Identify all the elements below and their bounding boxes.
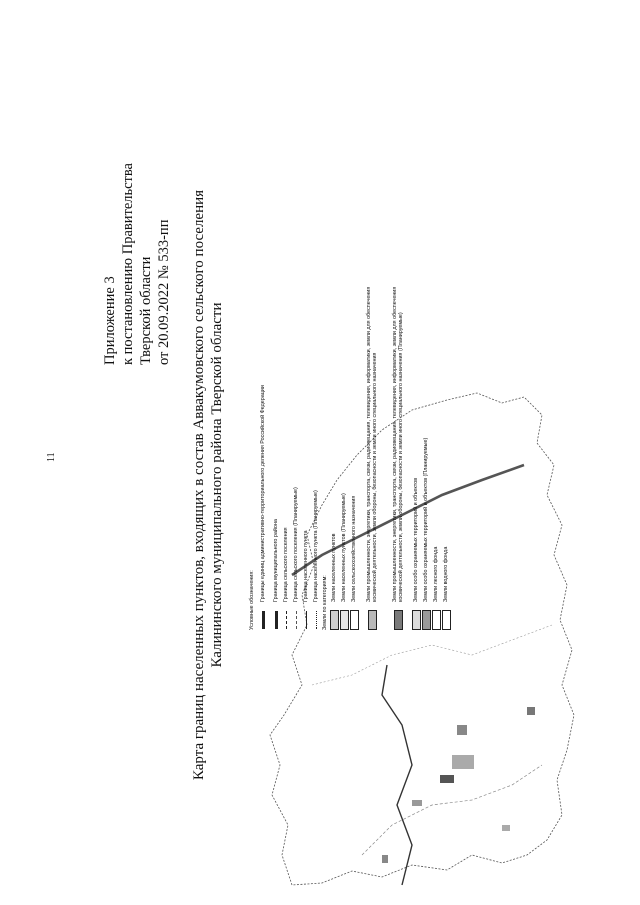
legend-fill-swatch (330, 610, 339, 630)
legend-item (291, 262, 301, 630)
settlement-patch (412, 800, 422, 806)
legend-item-label: Граница сельского поселения (282, 527, 289, 602)
legend-category (339, 262, 349, 630)
legend-fill-swatch (350, 610, 359, 630)
appendix-line: Тверской области (138, 256, 154, 365)
legend-fill-swatch (412, 610, 421, 630)
legend-item-label: Граница населенного пункта (302, 530, 309, 602)
legend-fill-swatch (394, 610, 403, 630)
legend-line-symbol (292, 610, 300, 630)
legend-lines (256, 262, 321, 630)
legend-fill-swatch (432, 610, 441, 630)
settlement-patch (527, 707, 535, 715)
legend-categories (329, 262, 451, 630)
legend-heading: Условные обозначения: (248, 570, 255, 630)
settlement-patch (502, 825, 510, 831)
legend-category (359, 262, 385, 630)
legend-category (421, 262, 431, 630)
legend-categories-heading: Земли по категориям: (321, 575, 328, 630)
legend-fill-swatch (422, 610, 431, 630)
legend-fill-swatch (368, 610, 377, 630)
appendix-line: к постановлению Правительства (120, 163, 136, 365)
legend-item (281, 262, 291, 630)
legend-category (411, 262, 421, 630)
legend-line-symbol (282, 610, 290, 630)
legend-category-label: Земли населенных пунктов (Планируемые) (340, 493, 347, 602)
settlement-patch (440, 775, 454, 783)
legend-item (301, 262, 311, 630)
legend-item-label: Граница муниципального района (272, 519, 279, 602)
title-line: Карта границ населенных пунктов, входящих в состав Аввакумовского сельского поселения (191, 189, 207, 781)
legend-category (329, 262, 339, 630)
legend-item (256, 262, 271, 630)
legend-line-symbol (272, 610, 280, 630)
page-number: 11 (46, 452, 57, 462)
legend-fill-swatch (340, 610, 349, 630)
legend-item (271, 262, 281, 630)
legend-line-symbol (312, 610, 320, 630)
legend-category-label: Земли промышленности, энергетики, транспорта, связи, радиовещания, телевидения, информатики, земли для обеспечения космической деятельности, земли обороны, безопасности и земли иного специального назначения (365, 286, 378, 602)
legend-category (431, 262, 441, 630)
appendix-block (102, 163, 174, 365)
map-legend (248, 262, 451, 630)
legend-category-label: Земли промышленности, энергетики, транспорта, связи, радиовещания, телевидения, информатики, земли для обеспечения космической деятельности, земли обороны, безопасности и земли иного специального назначения (Планируемые) (391, 286, 404, 602)
appendix-line: Приложение 3 (102, 276, 118, 365)
legend-line-symbol (260, 610, 268, 630)
title-line: Калининского муниципального района Тверской области (209, 302, 225, 668)
legend-category-label: Земли сельскохозяйственного назначения (350, 495, 357, 602)
settlement-patch (382, 855, 388, 863)
road-line (312, 625, 552, 685)
document-title (190, 100, 226, 870)
legend-category-label: Земли водного фонда (442, 546, 449, 602)
legend-category-label: Земли населенных пунктов (330, 533, 337, 602)
legend-category (349, 262, 359, 630)
legend-category (385, 262, 411, 630)
legend-category-label: Земли особо охраняемых территорий и объектов (412, 477, 419, 602)
legend-item-label: Граница сельского поселения (Планируемые) (292, 487, 299, 602)
legend-line-symbol (302, 610, 310, 630)
settlement-patch (457, 725, 467, 735)
legend-category-label: Земли лесного фонда (432, 546, 439, 602)
legend-item (311, 262, 321, 630)
legend-item-label: Граница населенного пункта (Планируемые) (312, 490, 319, 602)
settlement-patch (452, 755, 474, 769)
legend-item-label: Границы единиц административно-территориального деления Российской Федерации (260, 385, 267, 602)
legend-category-label: Земли особо охраняемых территорий и объектов (Планируемые) (422, 437, 429, 602)
legend-category (441, 262, 451, 630)
appendix-line: от 20.09.2022 № 533-пп (156, 219, 172, 365)
river-line (382, 665, 412, 885)
legend-fill-swatch (442, 610, 451, 630)
